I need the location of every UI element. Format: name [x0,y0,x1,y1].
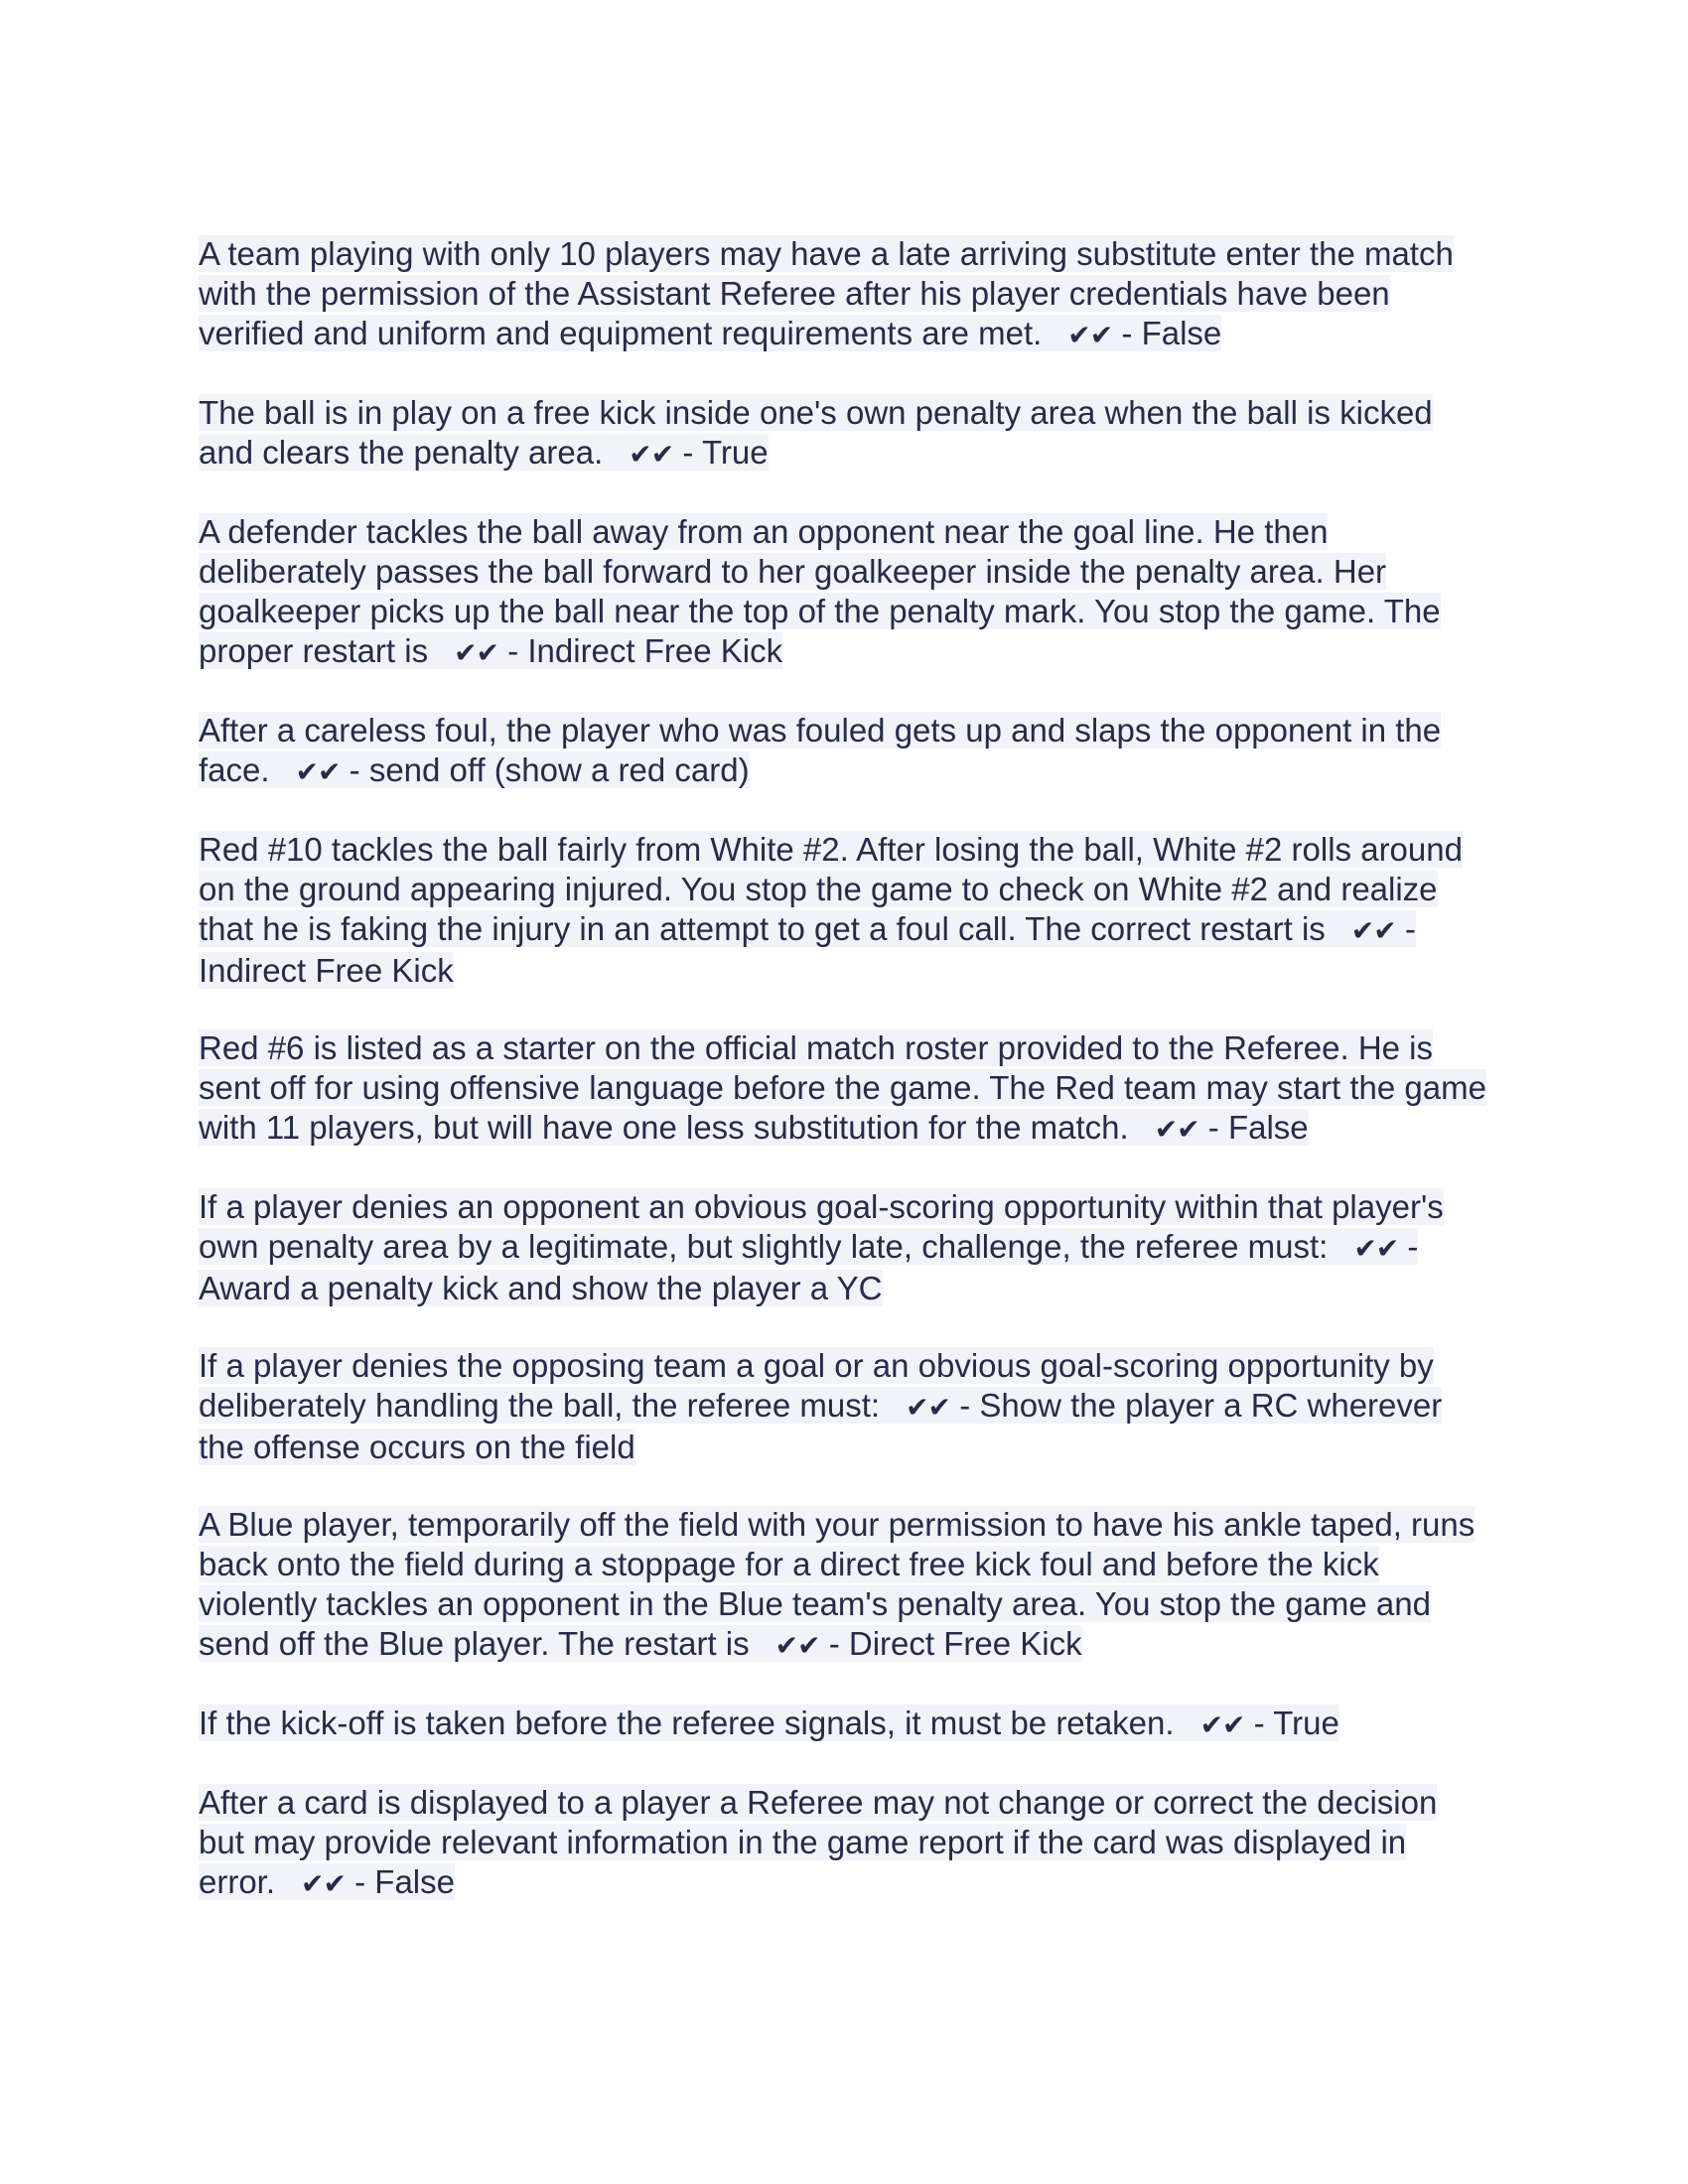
question-text: If the kick-off is taken before the referee signals, it must be retaken. [199,1705,1175,1741]
check-mark-icon: ✔✔ [629,438,674,471]
answer-text: send off (show a red card) [368,751,750,788]
check-mark-icon: ✔✔ [295,755,341,788]
question-text: Red #6 is listed as a starter on the official match roster provided to the Referee. He is sent off for using offensive language before the game. The Red team may start the game with 11 players, but will have one less substitution for the match. [199,1029,1486,1146]
qa-item [199,234,1489,355]
answer-text: False [1227,1109,1309,1146]
question-text: The ball is in play on a free kick inside one's own penalty area when the ball is kicked and clears the penalty area. [199,394,1433,471]
qa-list [199,234,1489,1942]
question-text: If a player denies the opposing team a goal or an obvious goal-scoring opportunity by deliberately handling the ball, the referee must: [199,1347,1434,1424]
qa-item [199,711,1489,792]
check-mark-icon: ✔✔ [1154,1113,1199,1146]
answer-text: True [1273,1705,1339,1741]
answer-separator: - [1404,910,1416,947]
qa-item [199,1783,1489,1904]
check-mark-icon: ✔✔ [1067,319,1113,351]
answer-text: False [374,1863,455,1900]
answer-separator: - [1407,1228,1419,1265]
answer-separator: - [1121,315,1133,351]
answer-separator: - [828,1625,840,1662]
check-mark-icon: ✔✔ [906,1391,951,1424]
qa-item [199,830,1489,991]
answer-separator: - [959,1387,971,1424]
answer-text: Direct Free Kick [848,1625,1082,1662]
check-mark-icon: ✔✔ [774,1629,820,1662]
qa-item [199,1704,1489,1745]
question-text: Red #10 tackles the ball fairly from White #2. After losing the ball, White #2 rolls around on the ground appearing injured. You stop the game to check on White #2 and realize that he is faking the injury in an attempt to get a foul call. The correct restart is [199,831,1463,947]
answer-text: Show the player a RC wherever the offense occurs on the field [199,1387,1443,1465]
qa-item [199,393,1489,475]
qa-item [199,1505,1489,1666]
answer-separator: - [682,434,694,471]
qa-item [199,1346,1489,1467]
answer-text: True [701,434,769,471]
question-text: A defender tackles the ball away from an opponent near the goal line. He then deliberately passes the ball forward to her goalkeeper inside the penalty area. Her goalkeeper picks up the ball near the top of the penalty mark. You stop the game. The proper restart is [199,513,1441,669]
check-mark-icon: ✔✔ [1353,1232,1399,1265]
question-text: If a player denies an opponent an obvious goal-scoring opportunity within that player's own penalty area by a legitimate, but slightly late, challenge, the referee must: [199,1188,1444,1265]
answer-separator: - [354,1863,366,1900]
answer-text: Indirect Free Kick [527,632,783,669]
check-mark-icon: ✔✔ [454,636,499,669]
check-mark-icon: ✔✔ [301,1867,346,1900]
qa-item [199,512,1489,673]
answer-text: Indirect Free Kick [199,952,454,989]
qa-item [199,1187,1489,1308]
qa-item [199,1028,1489,1150]
answer-text: Award a penalty kick and show the player a YC [199,1270,883,1306]
answer-text: False [1141,315,1222,351]
answer-separator: - [507,632,519,669]
check-mark-icon: ✔✔ [1350,914,1396,947]
question-text: A Blue player, temporarily off the field with your permission to have his ankle taped, runs back onto the field during a stoppage for a direct free kick foul and before the kick violently tackles an opponent in the Blue team's penalty area. You stop the game and send off the Blue player. The restart is [199,1506,1476,1662]
answer-separator: - [1253,1705,1265,1741]
check-mark-icon: ✔✔ [1199,1708,1245,1741]
question-text: A team playing with only 10 players may have a late arriving substitute enter the match with the permission of the Assistant Referee after his player credentials have been verified and uniform and equipment requirements are met. [199,235,1454,351]
answer-separator: - [1207,1109,1219,1146]
question-text: After a careless foul, the player who was fouled gets up and slaps the opponent in the face. [199,712,1442,788]
answer-separator: - [349,751,360,788]
question-text: After a card is displayed to a player a Referee may not change or correct the decision but may provide relevant information in the game report if the card was displayed in error. [199,1784,1438,1900]
